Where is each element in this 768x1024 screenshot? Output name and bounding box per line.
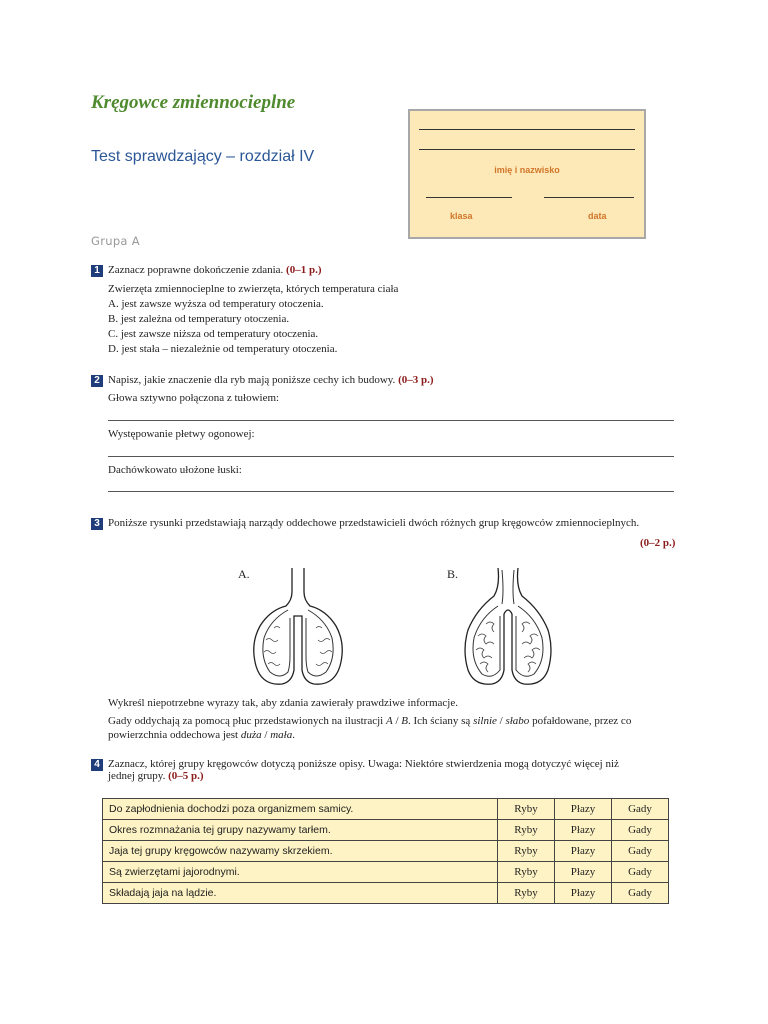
name-label: imię i nazwisko <box>494 165 560 175</box>
name-line-2[interactable] <box>419 149 635 150</box>
q4-points: (0–5 p.) <box>168 770 204 782</box>
option-fish[interactable]: Ryby <box>498 820 555 841</box>
option-fish[interactable]: Ryby <box>498 883 555 904</box>
q4-prompt-line-2 <box>108 770 204 782</box>
option-amphibians[interactable]: Płazy <box>555 883 612 904</box>
statement-cell: Jaja tej grupy kręgowców nazywamy skrzekiem. <box>103 841 498 862</box>
q4-prompt-line-1: Zaznacz, której grupy kręgowców dotyczą poniższe opisy. Uwaga: Niektóre stwierdzenia mogą dotyczyć więcej niż <box>108 758 619 770</box>
q1-option-d[interactable]: D. jest stała – niezależnie od temperatury otoczenia. <box>108 343 338 355</box>
question-2-prompt <box>108 374 434 386</box>
q3-option-large[interactable]: duża <box>240 729 262 741</box>
option-amphibians[interactable]: Płazy <box>555 799 612 820</box>
option-reptiles[interactable]: Gady <box>612 799 669 820</box>
option-reptiles[interactable]: Gady <box>612 841 669 862</box>
date-line[interactable] <box>544 197 634 198</box>
test-subtitle: Test sprawdzający – rozdział IV <box>91 148 315 165</box>
q3-option-a[interactable]: A <box>385 715 393 727</box>
option-fish[interactable]: Ryby <box>498 841 555 862</box>
group-label: Grupa A <box>91 234 140 248</box>
option-amphibians[interactable]: Płazy <box>555 820 612 841</box>
question-3-number: 3 <box>91 518 103 530</box>
date-label: data <box>588 211 607 221</box>
option-fish[interactable]: Ryby <box>498 862 555 883</box>
lung-label-a: A. <box>238 567 250 581</box>
question-1-prompt <box>108 264 322 276</box>
q3-sentence-line-2 <box>108 729 295 741</box>
q4-prompt-text-2: jednej grupy. <box>108 770 166 782</box>
option-amphibians[interactable]: Płazy <box>555 862 612 883</box>
q2-answer-line-1[interactable] <box>108 420 674 421</box>
q3-prompt: Poniższe rysunki przedstawiają narządy oddechowe przedstawicieli dwóch różnych grup kręgowców zmiennocieplnych. <box>108 517 640 529</box>
statement-cell: Są zwierzętami jajorodnymi. <box>103 862 498 883</box>
q2-item-2: Występowanie płetwy ogonowej: <box>108 428 255 440</box>
class-line[interactable] <box>426 197 512 198</box>
q1-stem: Zwierzęta zmiennocieplne to zwierzęta, których temperatura ciała <box>108 283 399 295</box>
q4-answer-table <box>102 798 669 904</box>
q1-option-a[interactable]: A. jest zawsze wyższa od temperatury otoczenia. <box>108 298 324 310</box>
q3-s4: powierzchnia oddechowa jest <box>108 729 239 741</box>
q1-option-b[interactable]: B. jest zależna od temperatury otoczenia. <box>108 313 290 325</box>
q1-option-c[interactable]: C. jest zawsze niższa od temperatury otoczenia. <box>108 328 319 340</box>
q3-instruction: Wykreśl niepotrzebne wyrazy tak, aby zdania zawierały prawdziwe informacje. <box>108 697 458 709</box>
q2-item-3: Dachówkowato ułożone łuski: <box>108 464 242 476</box>
table-row <box>103 799 669 820</box>
q2-prompt-text: Napisz, jakie znaczenie dla ryb mają poniższe cechy ich budowy. <box>108 374 396 386</box>
q3-slash-1: / <box>395 715 399 727</box>
statement-cell: Okres rozmnażania tej grupy nazywamy tarłem. <box>103 820 498 841</box>
lungs-illustration-b <box>458 566 558 690</box>
q2-answer-line-2[interactable] <box>108 456 674 457</box>
table-row <box>103 841 669 862</box>
q3-option-strong[interactable]: silnie <box>473 715 497 727</box>
name-line-1[interactable] <box>419 129 635 130</box>
q3-slash-2: / <box>499 715 503 727</box>
q3-option-b[interactable]: B <box>401 715 408 727</box>
q2-answer-line-3[interactable] <box>108 491 674 492</box>
q3-option-small[interactable]: mała <box>270 729 293 741</box>
q2-item-1: Głowa sztywno połączona z tułowiem: <box>108 392 280 404</box>
statement-cell: Składają jaja na lądzie. <box>103 883 498 904</box>
q3-sentence-line-1 <box>108 715 631 727</box>
student-info-box <box>408 109 646 239</box>
option-reptiles[interactable]: Gady <box>612 820 669 841</box>
q3-s3: pofałdowane, przez co <box>532 715 632 727</box>
q3-slash-3: / <box>264 729 268 741</box>
table-row <box>103 862 669 883</box>
statement-cell: Do zapłodnienia dochodzi poza organizmem samicy. <box>103 799 498 820</box>
q1-points: (0–1 p.) <box>286 264 322 276</box>
q3-points: (0–2 p.) <box>640 537 676 549</box>
option-fish[interactable]: Ryby <box>498 799 555 820</box>
class-label: klasa <box>450 211 473 221</box>
lung-label-b: B. <box>447 567 459 581</box>
q3-s2: . Ich ściany są <box>408 715 471 727</box>
q2-points: (0–3 p.) <box>398 374 434 386</box>
option-reptiles[interactable]: Gady <box>612 883 669 904</box>
page-title: Kręgowce zmiennocieplne <box>91 92 296 113</box>
q3-option-weak[interactable]: słabo <box>505 715 530 727</box>
question-4-number: 4 <box>91 759 103 771</box>
option-amphibians[interactable]: Płazy <box>555 841 612 862</box>
option-reptiles[interactable]: Gady <box>612 862 669 883</box>
lungs-illustration-a <box>248 566 348 690</box>
table-row <box>103 820 669 841</box>
question-1-number: 1 <box>91 265 103 277</box>
q1-prompt-text: Zaznacz poprawne dokończenie zdania. <box>108 264 284 276</box>
table-row <box>103 883 669 904</box>
question-2-number: 2 <box>91 375 103 387</box>
q3-end: . <box>292 729 295 741</box>
q3-s1: Gady oddychają za pomocą płuc przedstawionych na ilustracji <box>108 715 384 727</box>
